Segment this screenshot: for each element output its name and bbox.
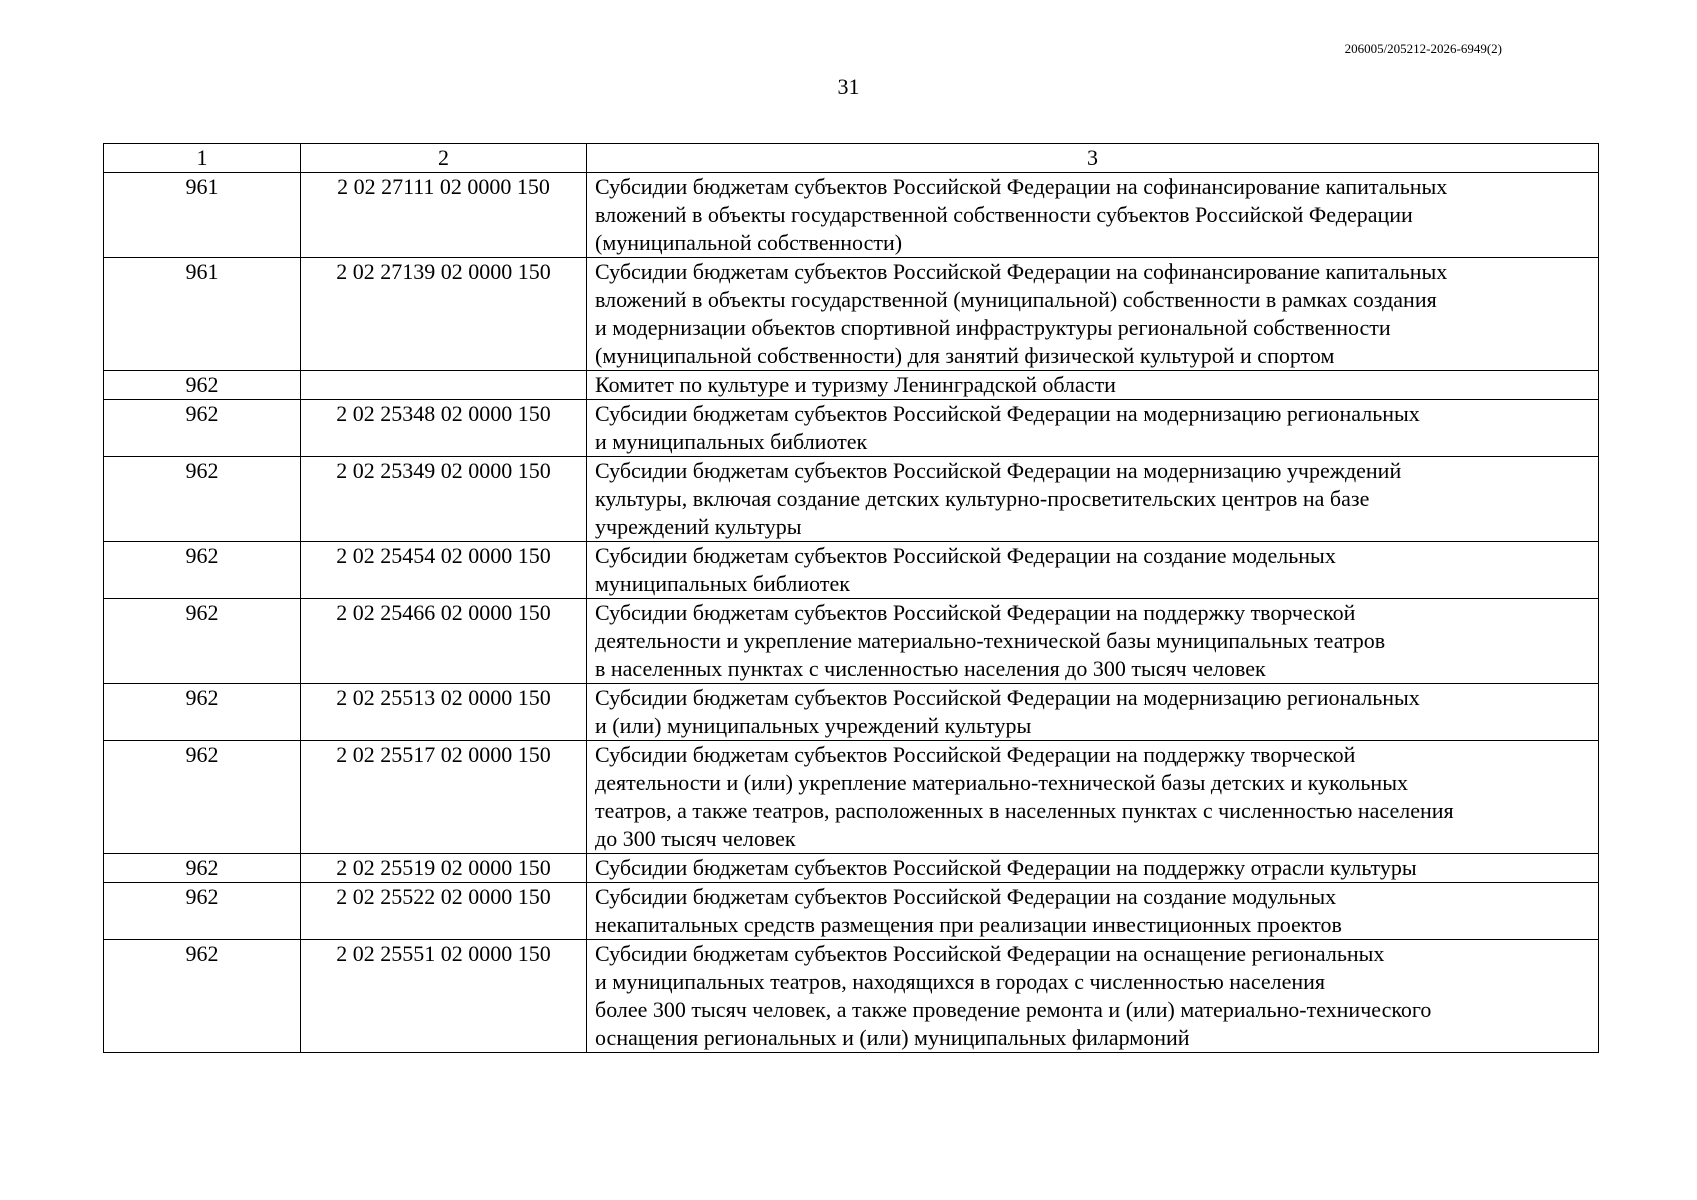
admin-code-cell: 962 — [104, 684, 301, 741]
table-row — [104, 854, 1599, 883]
budget-code-cell: 2 02 27139 02 0000 150 — [301, 258, 587, 371]
table-row — [104, 173, 1599, 258]
page-number: 31 — [837, 74, 860, 99]
budget-classification-table — [103, 143, 1599, 1053]
description-cell — [587, 400, 1599, 457]
budget-code-cell — [301, 371, 587, 400]
table-row — [104, 684, 1599, 741]
admin-code-cell: 961 — [104, 173, 301, 258]
admin-code-cell: 962 — [104, 940, 301, 1053]
table-row — [104, 940, 1599, 1053]
admin-code-cell: 961 — [104, 258, 301, 371]
table-row — [104, 258, 1599, 371]
admin-code-cell: 962 — [104, 883, 301, 940]
description-line: оснащения региональных и (или) муниципальных филармоний — [595, 1025, 1190, 1050]
budget-code-cell: 2 02 25519 02 0000 150 — [301, 854, 587, 883]
description-cell — [587, 173, 1599, 258]
description-line: театров, а также театров, расположенных в населенных пунктах с численностью населения — [595, 798, 1454, 823]
description-line: более 300 тысяч человек, а также проведение ремонта и (или) материально-технического — [595, 997, 1432, 1022]
description-cell — [587, 542, 1599, 599]
admin-code-cell: 962 — [104, 741, 301, 854]
description-line: и (или) муниципальных учреждений культуры — [595, 713, 1032, 738]
admin-code-cell: 962 — [104, 400, 301, 457]
description-line: вложений в объекты государственной собственности субъектов Российской Федерации — [595, 202, 1413, 227]
description-line: и муниципальных театров, находящихся в городах с численностью населения — [595, 969, 1326, 994]
table-row — [104, 883, 1599, 940]
description-line: учреждений культуры — [595, 514, 802, 539]
admin-code-cell: 962 — [104, 371, 301, 400]
budget-code-cell: 2 02 25551 02 0000 150 — [301, 940, 587, 1053]
budget-code-cell: 2 02 25513 02 0000 150 — [301, 684, 587, 741]
description-cell — [587, 371, 1599, 400]
budget-code-cell: 2 02 25517 02 0000 150 — [301, 741, 587, 854]
budget-code-cell: 2 02 27111 02 0000 150 — [301, 173, 587, 258]
admin-code-cell: 962 — [104, 599, 301, 684]
description-cell — [587, 883, 1599, 940]
description-line: Комитет по культуре и туризму Ленинградской области — [595, 372, 1116, 397]
column-header-1: 1 — [104, 144, 301, 173]
description-cell — [587, 940, 1599, 1053]
description-line: Субсидии бюджетам субъектов Российской Федерации на поддержку отрасли культуры — [595, 855, 1417, 880]
description-line: и модернизации объектов спортивной инфраструктуры региональной собственности — [595, 315, 1391, 340]
description-line: Субсидии бюджетам субъектов Российской Федерации на поддержку творческой — [595, 600, 1356, 625]
budget-code-cell: 2 02 25466 02 0000 150 — [301, 599, 587, 684]
description-cell — [587, 741, 1599, 854]
description-line: вложений в объекты государственной (муниципальной) собственности в рамках создания — [595, 287, 1437, 312]
description-line: и муниципальных библиотек — [595, 429, 868, 454]
description-line: Субсидии бюджетам субъектов Российской Федерации на создание модельных — [595, 543, 1336, 568]
description-cell — [587, 457, 1599, 542]
description-line: Субсидии бюджетам субъектов Российской Федерации на оснащение региональных — [595, 941, 1385, 966]
description-line: культуры, включая создание детских культурно-просветительских центров на базе — [595, 486, 1370, 511]
description-line: Субсидии бюджетам субъектов Российской Федерации на софинансирование капитальных — [595, 259, 1448, 284]
description-cell — [587, 684, 1599, 741]
table-header-row — [104, 144, 1599, 173]
description-line: Субсидии бюджетам субъектов Российской Федерации на создание модульных — [595, 884, 1337, 909]
description-line: до 300 тысяч человек — [595, 826, 796, 851]
description-line: деятельности и укрепление материально-технической базы муниципальных театров — [595, 628, 1386, 653]
budget-code-cell: 2 02 25349 02 0000 150 — [301, 457, 587, 542]
table-row — [104, 599, 1599, 684]
description-line: (муниципальной собственности) для занятий физической культурой и спортом — [595, 343, 1335, 368]
table-row — [104, 542, 1599, 599]
description-cell — [587, 258, 1599, 371]
table-row — [104, 457, 1599, 542]
description-line: Субсидии бюджетам субъектов Российской Федерации на софинансирование капитальных — [595, 174, 1448, 199]
description-line: (муниципальной собственности) — [595, 230, 903, 255]
column-header-3: 3 — [587, 144, 1599, 173]
description-line: в населенных пунктах с численностью населения до 300 тысяч человек — [595, 656, 1266, 681]
admin-code-cell: 962 — [104, 457, 301, 542]
description-line: Субсидии бюджетам субъектов Российской Федерации на модернизацию учреждений — [595, 458, 1402, 483]
description-cell — [587, 854, 1599, 883]
admin-code-cell: 962 — [104, 542, 301, 599]
table-row — [104, 400, 1599, 457]
description-line: деятельности и (или) укрепление материально-технической базы детских и кукольных — [595, 770, 1408, 795]
document-number: 206005/205212-2026-6949(2) — [1344, 41, 1502, 56]
description-line: Субсидии бюджетам субъектов Российской Федерации на модернизацию региональных — [595, 685, 1420, 710]
budget-code-cell: 2 02 25454 02 0000 150 — [301, 542, 587, 599]
admin-code-cell: 962 — [104, 854, 301, 883]
column-header-2: 2 — [301, 144, 587, 173]
description-line: некапитальных средств размещения при реализации инвестиционных проектов — [595, 912, 1342, 937]
description-line: Субсидии бюджетам субъектов Российской Федерации на модернизацию региональных — [595, 401, 1420, 426]
table-row — [104, 371, 1599, 400]
budget-code-cell: 2 02 25348 02 0000 150 — [301, 400, 587, 457]
description-cell — [587, 599, 1599, 684]
description-line: муниципальных библиотек — [595, 571, 850, 596]
table-row — [104, 741, 1599, 854]
budget-code-cell: 2 02 25522 02 0000 150 — [301, 883, 587, 940]
description-line: Субсидии бюджетам субъектов Российской Федерации на поддержку творческой — [595, 742, 1356, 767]
